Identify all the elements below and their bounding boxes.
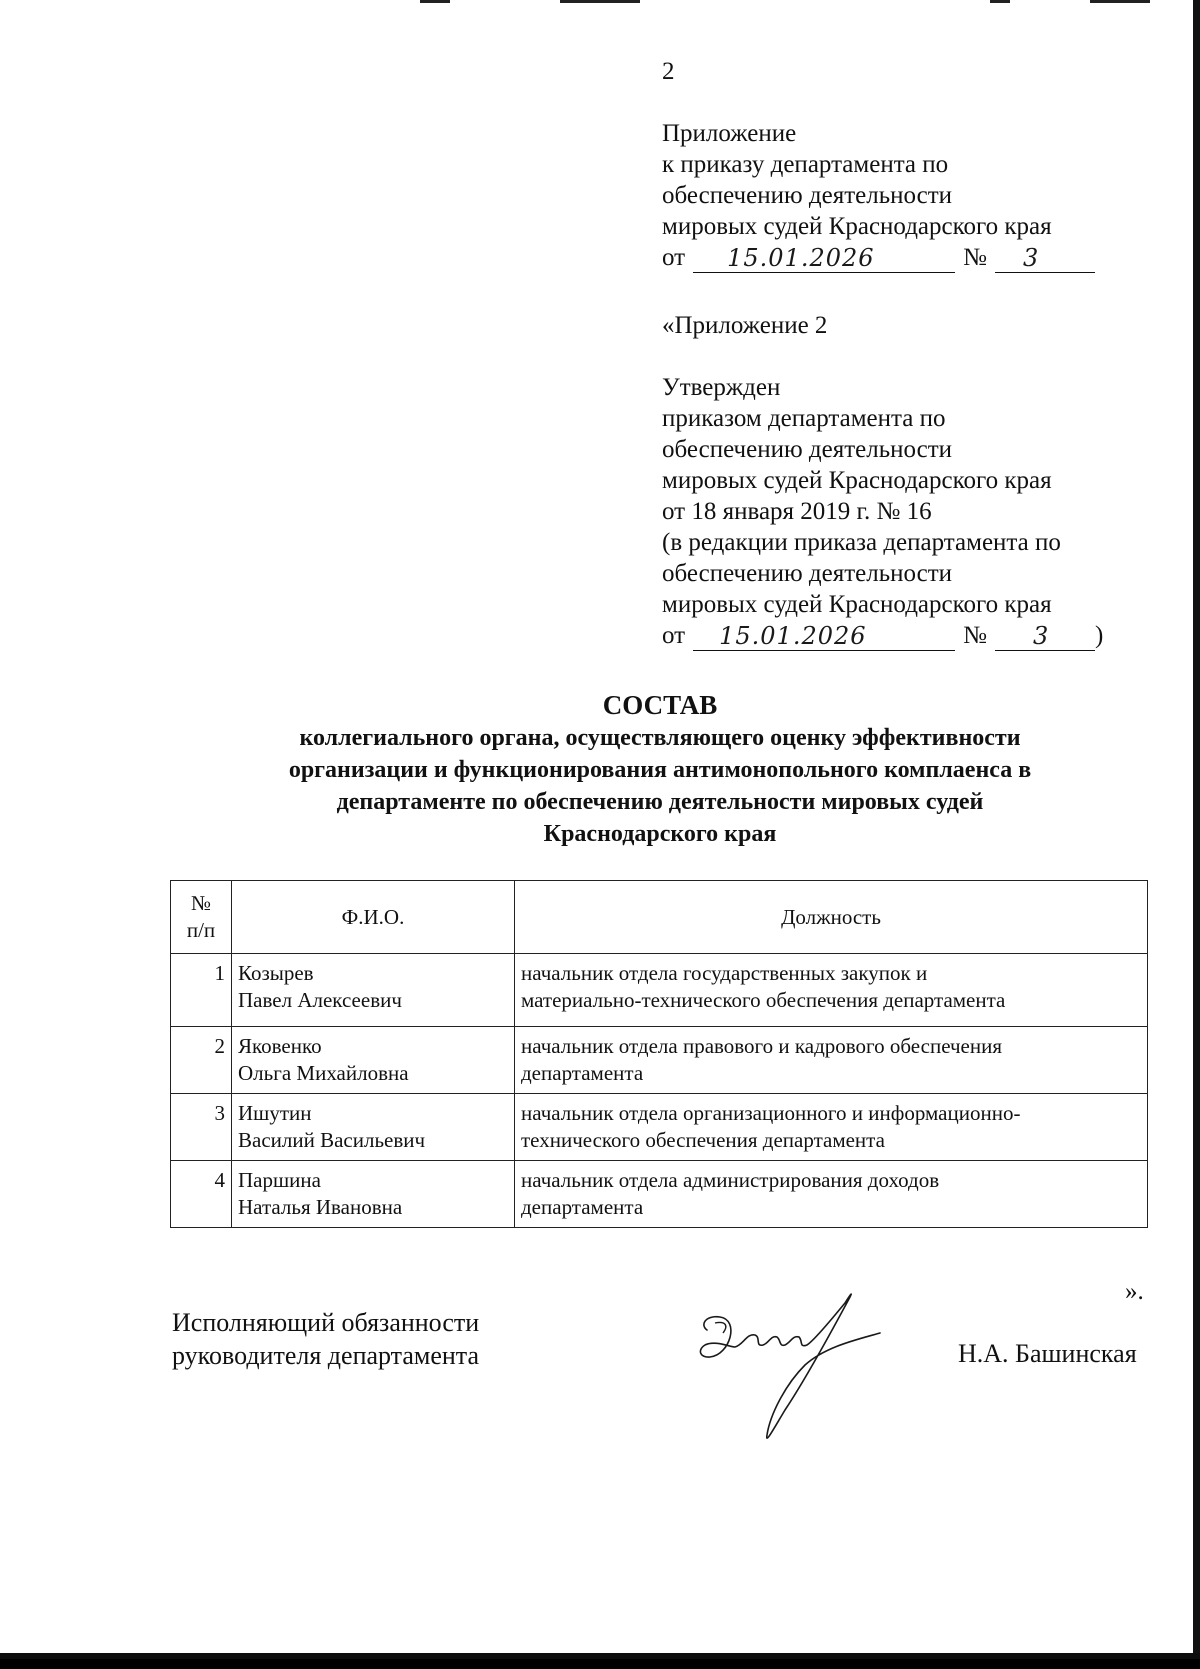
date-field bbox=[693, 245, 955, 273]
handwritten-date: 15.01.2026 bbox=[727, 244, 875, 272]
approval-date-line bbox=[662, 620, 1103, 651]
row-position bbox=[515, 1027, 1148, 1094]
signatory-name: Н.А. Башинская bbox=[958, 1339, 1137, 1368]
approval-line: (в редакции приказа департамента по bbox=[662, 529, 1061, 556]
handwritten-number: 3 bbox=[1032, 622, 1050, 650]
approval-title: Утвержден bbox=[662, 374, 781, 401]
number-label: № bbox=[963, 244, 987, 271]
header-fio: Ф.И.О. bbox=[232, 881, 515, 954]
fio-given: Василий Васильевич bbox=[238, 1128, 426, 1152]
heading-subtitle-line: Краснодарского края bbox=[543, 821, 777, 847]
row-fio bbox=[232, 1094, 515, 1161]
members-table bbox=[170, 880, 1148, 1228]
appendix-header bbox=[662, 118, 1095, 273]
handwritten-number: 3 bbox=[1022, 244, 1040, 272]
table-row bbox=[171, 1161, 1148, 1228]
quoted-appendix bbox=[662, 310, 827, 341]
position-line: начальник отдела администрирования доходов bbox=[521, 1168, 940, 1192]
position-line: начальник отдела организационного и информационно- bbox=[521, 1101, 1021, 1125]
row-num: 2 bbox=[171, 1027, 232, 1094]
signatory-title-line: руководителя департамента bbox=[172, 1341, 480, 1370]
approval-line: обеспечению деятельности bbox=[662, 436, 953, 463]
position-line: технического обеспечения департамента bbox=[521, 1128, 885, 1152]
fio-given: Ольга Михайловна bbox=[238, 1061, 409, 1085]
row-num: 4 bbox=[171, 1161, 232, 1228]
heading-subtitle-line: департаменте по обеспечению деятельности мировых судей bbox=[336, 789, 984, 815]
appendix-date-line bbox=[662, 242, 1095, 273]
approval-line: мировых судей Краснодарского края bbox=[662, 467, 1052, 494]
table-row bbox=[171, 1094, 1148, 1161]
row-fio bbox=[232, 954, 515, 1027]
fio-surname: Яковенко bbox=[238, 1034, 322, 1058]
quoted-appendix-text: «Приложение 2 bbox=[662, 312, 828, 339]
number-field bbox=[995, 245, 1095, 273]
closing-paren: ) bbox=[1094, 622, 1104, 649]
row-position bbox=[515, 1161, 1148, 1228]
approval-line: мировых судей Краснодарского края bbox=[662, 591, 1052, 618]
scan-edge-bottom bbox=[0, 1653, 1200, 1669]
fio-surname: Ишутин bbox=[238, 1101, 312, 1125]
row-fio bbox=[232, 1161, 515, 1228]
scan-edge-top bbox=[0, 0, 1200, 4]
table-row bbox=[171, 1027, 1148, 1094]
header-num-line: п/п bbox=[186, 918, 216, 942]
appendix-title: Приложение bbox=[662, 120, 797, 147]
date-prefix: от bbox=[662, 244, 686, 271]
appendix-line: мировых судей Краснодарского края bbox=[662, 213, 1052, 240]
fio-surname: Козырев bbox=[238, 961, 314, 985]
table-header-row bbox=[171, 881, 1148, 954]
approval-line: обеспечению деятельности bbox=[662, 560, 953, 587]
number-field bbox=[995, 623, 1095, 651]
handwritten-signature bbox=[685, 1285, 895, 1445]
position-line: начальник отдела правового и кадрового обеспечения bbox=[521, 1034, 1003, 1058]
approval-line: приказом департамента по bbox=[662, 405, 946, 432]
row-position bbox=[515, 954, 1148, 1027]
fio-given: Наталья Ивановна bbox=[238, 1195, 403, 1219]
header-num bbox=[171, 881, 232, 954]
position-line: начальник отдела государственных закупок и bbox=[521, 961, 928, 985]
position-line: департамента bbox=[521, 1195, 644, 1219]
position-line: материально-технического обеспечения департамента bbox=[521, 988, 1006, 1012]
number-label: № bbox=[963, 622, 987, 649]
heading-title: СОСТАВ bbox=[602, 690, 718, 720]
fio-given: Павел Алексеевич bbox=[238, 988, 402, 1012]
table-row bbox=[171, 954, 1148, 1027]
header-num-line: № bbox=[190, 891, 212, 915]
signatory-title-line: Исполняющий обязанности bbox=[172, 1308, 480, 1337]
scan-edge-right bbox=[1193, 0, 1200, 1669]
row-num: 1 bbox=[171, 954, 232, 1027]
heading-subtitle-line: организации и функционирования антимонопольного комплаенса в bbox=[288, 757, 1032, 783]
approval-block bbox=[662, 372, 1103, 651]
fio-surname: Паршина bbox=[238, 1168, 321, 1192]
position-line: департамента bbox=[521, 1061, 644, 1085]
row-fio bbox=[232, 1027, 515, 1094]
date-prefix: от bbox=[662, 622, 686, 649]
document-heading bbox=[160, 688, 1160, 850]
row-position bbox=[515, 1094, 1148, 1161]
appendix-line: обеспечению деятельности bbox=[662, 182, 953, 209]
approval-line: от 18 января 2019 г. № 16 bbox=[662, 498, 932, 525]
handwritten-date: 15.01.2026 bbox=[719, 622, 867, 650]
row-num: 3 bbox=[171, 1094, 232, 1161]
heading-subtitle-line: коллегиального органа, осуществляющего оценку эффективности bbox=[299, 725, 1021, 751]
appendix-line: к приказу департамента по bbox=[662, 151, 949, 178]
signatory-title bbox=[172, 1306, 479, 1372]
header-position: Должность bbox=[515, 881, 1148, 954]
date-field bbox=[693, 623, 955, 651]
page-number: 2 bbox=[662, 58, 675, 85]
closing-quote: ». bbox=[1125, 1278, 1144, 1305]
